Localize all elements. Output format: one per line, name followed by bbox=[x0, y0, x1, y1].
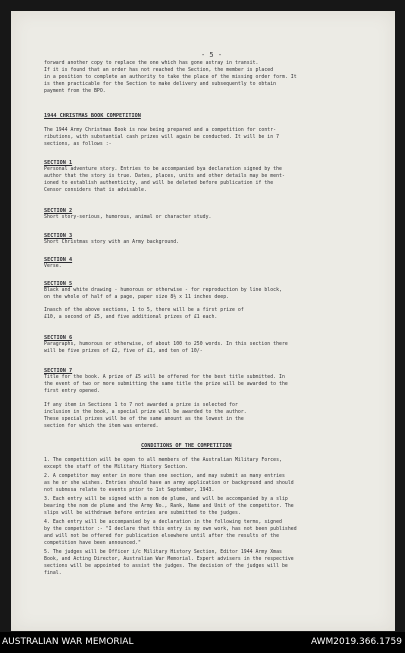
document-page bbox=[11, 11, 395, 631]
footer-institution: AUSTRALIAN WAR MEMORIAL bbox=[2, 637, 134, 647]
section-7-heading: SECTION 7 bbox=[44, 368, 73, 374]
section-5-line: £10, a second of £5, and five additional prizes of £1 each. bbox=[44, 315, 218, 320]
condition-line: 3. Each entry will be signed with a nom de plume, and will be accompanied by a slip bbox=[44, 497, 288, 502]
footer-bar bbox=[0, 632, 405, 653]
section-5-heading: SECTION 5 bbox=[44, 281, 73, 287]
main-intro-line: ributions, with substantial cash prizes will again be conducted. It will be in 7 bbox=[44, 135, 280, 140]
section-7-line: the event of two or more submitting the same title the prize will be awarded to the bbox=[44, 382, 288, 387]
condition-line: and will not be offered for publication elsewhere until after the results of the bbox=[44, 534, 280, 539]
condition-line: sections will be appointed to assist the judges. The decision of the judges will be bbox=[44, 564, 288, 569]
intro-line: payment from the BPO. bbox=[44, 89, 106, 94]
condition-line: 1. The competition will be open to all members of the Australian Military Forces, bbox=[44, 458, 282, 463]
intro-line: in a position to complete an authority to take the place of the missing order form. It bbox=[44, 75, 297, 80]
section-7-line: inclusion in the book, a special prize will be awarded to the author. bbox=[44, 410, 247, 415]
condition-line: slips will be withdrawn before entries are submitted to the judges. bbox=[44, 511, 241, 516]
condition-line: by the competitor :- "I declare that this entry is my own work, has not been published bbox=[44, 527, 297, 532]
section-4-line: Verse. bbox=[44, 264, 62, 269]
conditions-heading: CONDITIONS OF THE COMPETITION bbox=[141, 443, 232, 449]
intro-line: is then practicable for the Section to make delivery and subsequently to obtain bbox=[44, 82, 277, 87]
condition-line: bearing the nom de plume and the Army No., Rank, Name and Unit of the competitor. The bbox=[44, 504, 294, 509]
section-1-heading: SECTION 1 bbox=[44, 160, 73, 166]
section-3-heading: SECTION 3 bbox=[44, 233, 73, 239]
condition-line: as he or she wishes. Entries should have an army application or background and should bbox=[44, 481, 294, 486]
section-6-heading: SECTION 6 bbox=[44, 335, 73, 341]
section-7-line: section for which the item was entered. bbox=[44, 424, 159, 429]
section-2-heading: SECTION 2 bbox=[44, 208, 73, 214]
condition-line: 4. Each entry will be accompanied by a declaration in the following terms, signed bbox=[44, 520, 282, 525]
intro-line: forward another copy to replace the one which has gone astray in transit. bbox=[44, 61, 259, 66]
condition-line: except the staff of the Military History Section. bbox=[44, 465, 188, 470]
section-7-line: Title for the book. A prize of £5 will be offered for the best title submitted. In bbox=[44, 375, 285, 380]
condition-line: not submssa relate to events prior to 1st September, 1943. bbox=[44, 488, 215, 493]
section-5-line: on the whole of half of a page, paper size 8½ x 11 inches deep. bbox=[44, 295, 230, 300]
section-1-line: Censor considers that is advisable. bbox=[44, 188, 147, 193]
main-heading: 1944 CHRISTMAS BOOK COMPETITION bbox=[44, 113, 141, 119]
section-1-line: Personal adventure story. Entries to be accompanied bya declaration signed by the bbox=[44, 167, 282, 172]
intro-line: If it is found that an order has not reached the Section, the member is placed bbox=[44, 68, 274, 73]
section-3-line: Short Christmas story with an Army background. bbox=[44, 240, 180, 245]
section-7-line: These special prizes will be of the same amount as the lowest in the bbox=[44, 417, 244, 422]
section-7-line: If any item in Sections 1 to 7 not awarded a prize is selected for bbox=[44, 403, 238, 408]
section-7-line: first entry opened. bbox=[44, 389, 100, 394]
main-intro-line: sections, as follows :- bbox=[44, 142, 112, 147]
section-2-line: Short story-serious, humorous, animal or character study. bbox=[44, 215, 212, 220]
section-4-heading: SECTION 4 bbox=[44, 257, 73, 263]
footer-accession-number: AWM2019.366.1759 bbox=[310, 637, 402, 647]
main-intro-line: The 1944 Army Christmas Book is now being prepared and a competition for contr- bbox=[44, 128, 277, 133]
section-5-line: Inasch of the above sections, 1 to 5, there will be a first prize of bbox=[44, 308, 244, 313]
section-6-line: will be five prizes of £2, five of £1, and ten of 10/- bbox=[44, 349, 203, 354]
condition-line: 5. The judges will be Officer i/c Military History Section, Editor 1944 Army Xmas bbox=[44, 550, 282, 555]
section-5-line: Black and white drawing - humorous or otherwise - for reproduction by line block, bbox=[44, 288, 282, 293]
section-1-line: ioned to establish authenticity, and will be deleted before publication if the bbox=[44, 181, 274, 186]
condition-line: 2. A competitor may enter in more than one section, and may submit as many entries bbox=[44, 474, 285, 479]
section-1-line: author that the story is true. Dates, places, units and other details may be ment- bbox=[44, 174, 285, 179]
condition-line: final. bbox=[44, 571, 62, 576]
condition-line: Book, and Acting Director, Australian War Memorial. Expert advisers in the respective bbox=[44, 557, 294, 562]
page-number: - 5 - bbox=[201, 51, 223, 59]
section-6-line: Paragraphs, humorous or otherwise, of about 100 to 250 words. In this section there bbox=[44, 342, 288, 347]
condition-line: competition have been announced." bbox=[44, 541, 141, 546]
